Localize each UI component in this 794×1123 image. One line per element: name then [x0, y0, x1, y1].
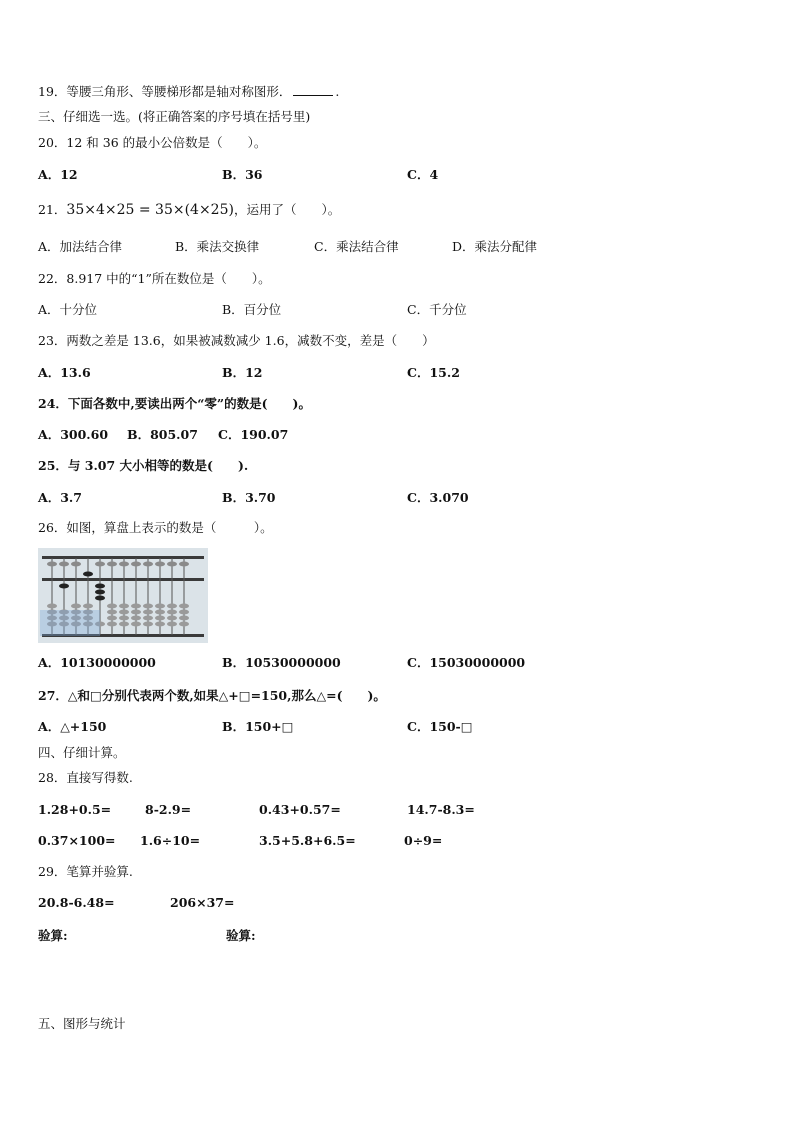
q19: 19．等腰三角形、等腰梯形都是轴对称图形． . — [38, 84, 340, 99]
q20-option-c[interactable]: C．4 — [407, 167, 439, 182]
q21-formula: 35×4×25 = 35×(4×25) — [66, 202, 234, 218]
q21-option-d[interactable]: D．乘法分配律 — [452, 239, 538, 254]
q28-item[interactable]: 0÷9= — [404, 833, 443, 848]
q23-option-a[interactable]: A．13.6 — [38, 365, 91, 380]
q27-option-c[interactable]: C．150-□ — [407, 719, 473, 734]
q27-option-a[interactable]: A．△+150 — [38, 719, 107, 734]
q26-stem: 26．如图，算盘上表示的数是（ ）。 — [38, 520, 273, 535]
q22-option-b[interactable]: B．百分位 — [222, 302, 282, 317]
q21-option-c[interactable]: C．乘法结合律 — [314, 239, 399, 254]
q23-option-c[interactable]: C．15.2 — [407, 365, 460, 380]
q29-problem-2[interactable]: 206×37= — [170, 895, 235, 910]
q28-item[interactable]: 3.5+5.8+6.5= — [259, 833, 356, 848]
q29-problem-1[interactable]: 20.8-6.48= — [38, 895, 115, 910]
q22-option-a[interactable]: A．十分位 — [38, 302, 98, 317]
q24-option-a[interactable]: A．300.60 — [38, 427, 109, 442]
answer-blank[interactable] — [293, 84, 333, 96]
section-4-heading: 四、仔细计算。 — [38, 745, 126, 760]
q26-option-a[interactable]: A．10130000000 — [38, 655, 156, 670]
q23-stem: 23．两数之差是 13.6，如果被减数减少 1.6，减数不变，差是（ ） — [38, 333, 435, 348]
q25-option-b[interactable]: B．3.70 — [222, 490, 276, 505]
q24-option-c[interactable]: C．190.07 — [218, 427, 289, 442]
q28-item[interactable]: 1.6÷10= — [140, 833, 201, 848]
q29-stem: 29．笔算并验算. — [38, 864, 133, 879]
q24-option-b[interactable]: B．805.07 — [127, 427, 198, 442]
q28-item[interactable]: 8-2.9= — [145, 802, 192, 817]
q21-stem: 21．35×4×25 = 35×(4×25)，运用了（ ）。 — [38, 202, 341, 218]
q22-stem: 22．8.917 中的“1”所在数位是（ ）。 — [38, 271, 271, 286]
q20-option-b[interactable]: B．36 — [222, 167, 263, 182]
q21-option-b[interactable]: B．乘法交换律 — [175, 239, 260, 254]
q29-check-2: 验算: — [226, 928, 256, 943]
q28-stem: 28．直接写得数. — [38, 770, 133, 785]
q26-option-c[interactable]: C．15030000000 — [407, 655, 526, 670]
q29-check-1: 验算: — [38, 928, 68, 943]
section-3-heading: 三、仔细选一选。(将正确答案的序号填在括号里) — [38, 109, 311, 124]
q20-option-a[interactable]: A．12 — [38, 167, 78, 182]
q25-stem: 25．与 3.07 大小相等的数是( ). — [38, 458, 249, 473]
q25-option-a[interactable]: A．3.7 — [38, 490, 82, 505]
q26-option-b[interactable]: B．10530000000 — [222, 655, 341, 670]
section-5-heading: 五、图形与统计 — [38, 1016, 126, 1031]
q24-stem: 24．下面各数中,要读出两个“零”的数是( )。 — [38, 396, 311, 411]
q20-stem: 20．12 和 36 的最小公倍数是（ ）。 — [38, 135, 267, 150]
q28-item[interactable]: 14.7-8.3= — [407, 802, 475, 817]
abacus-image — [38, 548, 208, 643]
q28-item[interactable]: 1.28+0.5= — [38, 802, 112, 817]
q27-option-b[interactable]: B．150+□ — [222, 719, 294, 734]
q21-option-a[interactable]: A．加法结合律 — [38, 239, 123, 254]
q23-option-b[interactable]: B．12 — [222, 365, 263, 380]
q22-option-c[interactable]: C．千分位 — [407, 302, 467, 317]
q28-item[interactable]: 0.43+0.57= — [259, 802, 341, 817]
q27-stem: 27．△和□分别代表两个数,如果△+□=150,那么△=( )。 — [38, 688, 386, 703]
q28-item[interactable]: 0.37×100= — [38, 833, 116, 848]
q25-option-c[interactable]: C．3.070 — [407, 490, 469, 505]
abacus-drawing — [38, 548, 208, 643]
